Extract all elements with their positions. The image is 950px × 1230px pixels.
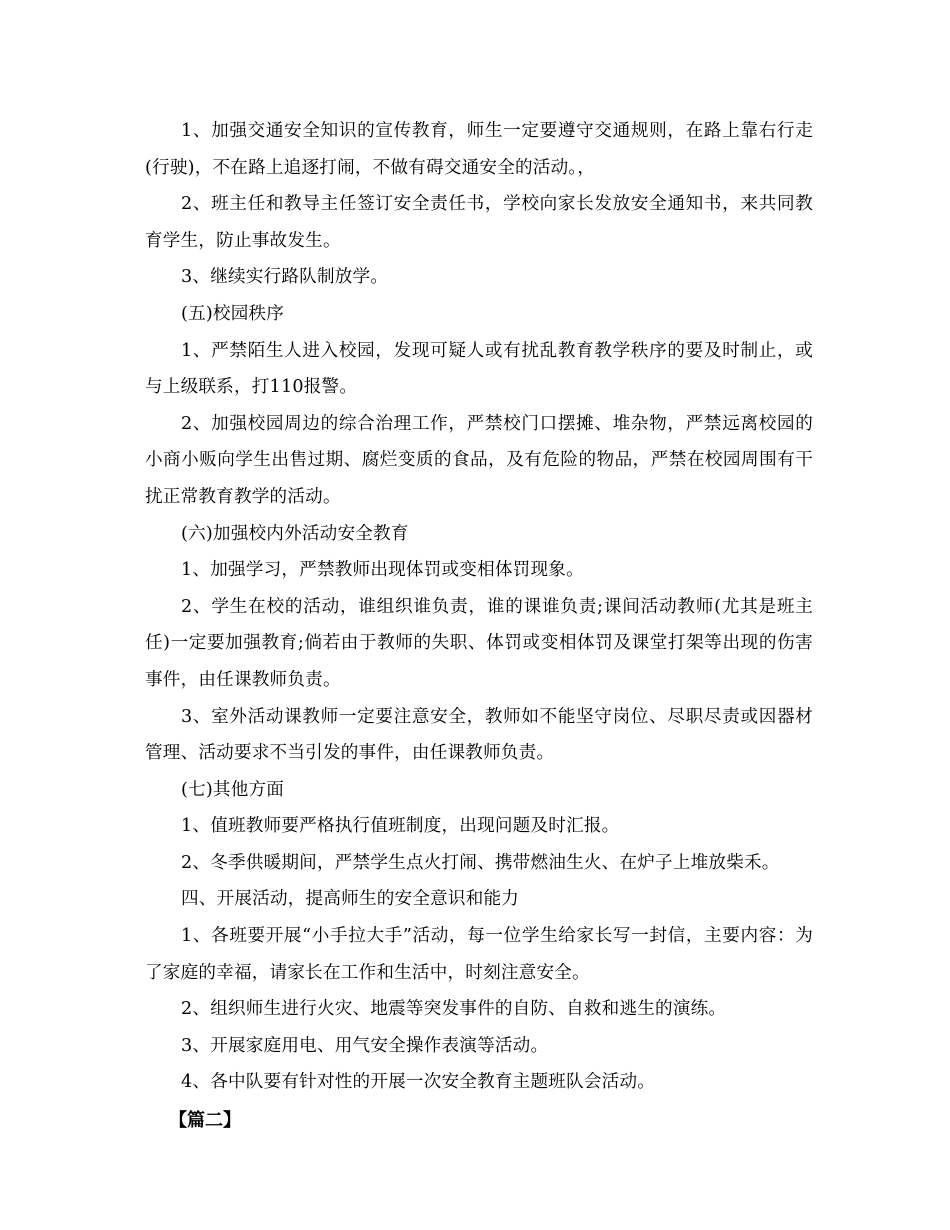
section-mark-part-two: 【篇二】 <box>169 1110 241 1132</box>
paragraph-activity-responsibility: 2、学生在校的活动，谁组织谁负责，谁的课谁负责;课间活动教师(尤其是班主任)一定要加强教育;倘若由于教师的失职、体罚或变相体罚及课堂打架等出现的伤害事件，由任课教师负责。 <box>145 596 813 690</box>
paragraph-surroundings: 2、加强校园周边的综合治理工作，严禁校门口摆摊、堆杂物，严禁远离校园的小商小贩向学生出售过期、腐烂变质的食品，及有危险的物品，严禁在校园周围有干扰正常教育教学的活动。 <box>145 413 813 507</box>
heading-other-aspects: (七)其他方面 <box>181 779 285 800</box>
heading-section-four: 四、开展活动，提高师生的安全意识和能力 <box>181 889 520 910</box>
paragraph-small-hands: 1、各班要开展“小手拉大手”活动，每一位学生给家长写一封信，主要内容：为了家庭的幸福，请家长在工作和生活中，时刻注意安全。 <box>145 926 813 983</box>
paragraph-class-meeting: 4、各中队要有针对性的开展一次安全教育主题班队会活动。 <box>181 1072 656 1093</box>
heading-activity-safety: (六)加强校内外活动安全教育 <box>181 523 409 544</box>
paragraph-winter-heating: 2、冬季供暖期间，严禁学生点火打闹、携带燃油生火、在炉子上堆放柴禾。 <box>181 852 780 873</box>
paragraph-safety-responsibility: 2、班主任和教导主任签订安全责任书，学校向家长发放安全通知书，来共同教育学生，防止事故发生。 <box>145 194 813 251</box>
document-body <box>145 113 813 1140</box>
paragraph-queue-dismissal: 3、继续实行路队制放学。 <box>181 267 389 288</box>
paragraph-outdoor-class: 3、室外活动课教师一定要注意安全，教师如不能坚守岗位、尽职尽责或因器材管理、活动要求不当引发的事件，由任课教师负责。 <box>145 706 813 764</box>
paragraph-duty-teacher: 1、值班教师要严格执行值班制度，出现问题及时汇报。 <box>181 816 620 837</box>
heading-campus-order: (五)校园秩序 <box>181 303 285 324</box>
paragraph-drills: 2、组织师生进行火灾、地震等突发事件的自防、自救和逃生的演练。 <box>181 999 727 1020</box>
paragraph-traffic-education: 1、加强交通安全知识的宣传教育，师生一定要遵守交通规则，在路上靠右行走(行驶)，不在路上追逐打闹，不做有碍交通安全的活动。， <box>145 121 813 178</box>
paragraph-no-corporal-punishment: 1、加强学习，严禁教师出现体罚或变相体罚现象。 <box>181 560 584 581</box>
paragraph-household-safety: 3、开展家庭用电、用气安全操作表演等活动。 <box>181 1035 549 1056</box>
paragraph-strangers: 1、严禁陌生人进入校园，发现可疑人或有扰乱教育教学秩序的要及时制止，或与上级联系，打110报警。 <box>145 340 813 398</box>
